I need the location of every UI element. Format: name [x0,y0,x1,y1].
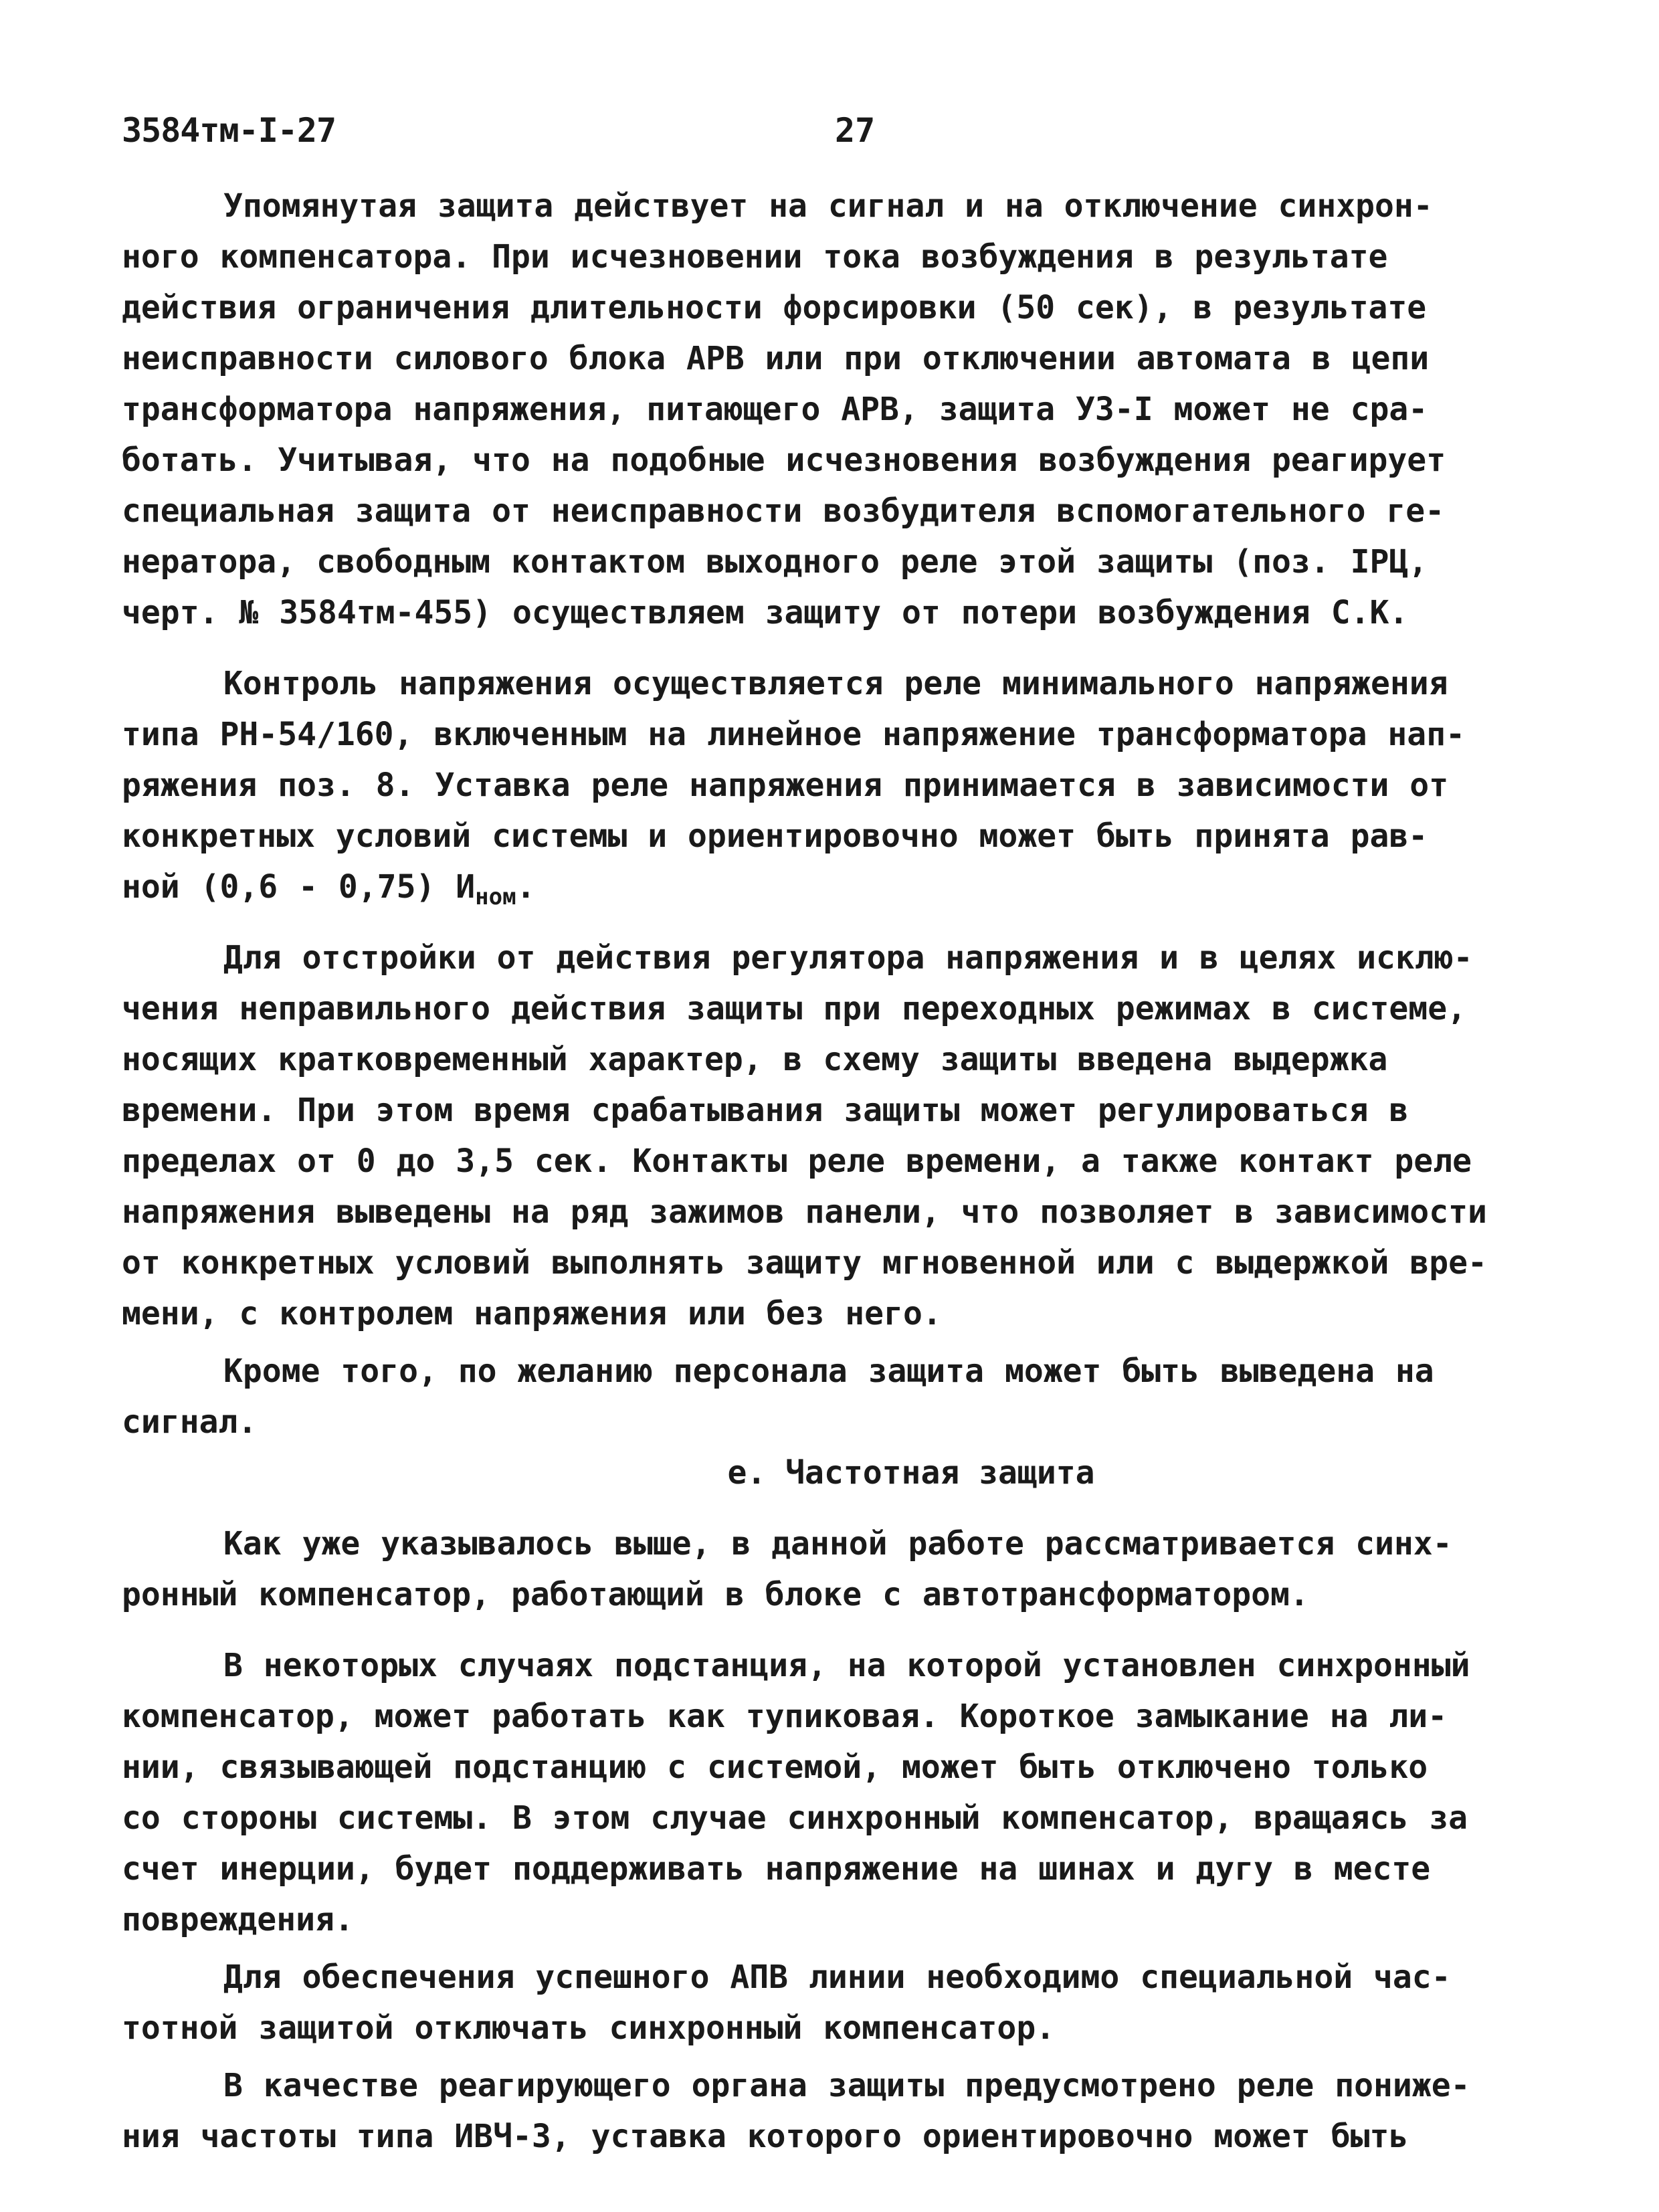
document-code: 3584тм-I-27 [122,111,336,150]
text-line: времени. При этом время срабатывания защиты может регулироваться в [122,1092,1409,1129]
section-heading: е. Частотная защита [727,1454,1095,1492]
text-line: трансформатора напряжения, питающего АРВ, защита УЗ-I может не сра- [122,391,1428,428]
paragraph-7 [122,1952,1580,2053]
text-line: сигнал. [122,1403,258,1441]
formula-suffix: . [516,868,536,906]
paragraph-2 [122,658,1580,912]
text-line: типа РН-54/160, включенным на линейное напряжение трансформатора нап- [122,716,1465,753]
text-line: носящих кратковременный характер, в схему защиты введена выдержка [122,1041,1388,1078]
body-text [122,181,1580,2162]
text-line: пределах от 0 до 3,5 сек. Контакты реле времени, а также контакт реле [122,1142,1472,1180]
text-line: Как уже указывалось выше, в данной работе рассматривается синх- [223,1525,1452,1563]
text-line: Для обеспечения успешного АПВ линии необходимо специальной час- [223,1958,1451,1996]
text-line: ного компенсатора. При исчезновении тока возбуждения в результате [122,238,1388,276]
text-line-formula [122,862,1580,912]
text-line: счет инерции, будет поддерживать напряжение на шинах и дугу в месте [122,1850,1431,1888]
text-line: специальная защита от неисправности возбудителя вспомогательного ге- [122,492,1445,530]
text-line: Для отстройки от действия регулятора напряжения и в целях исклю- [223,939,1473,977]
text-line: ботать. Учитывая, что на подобные исчезновения возбуждения реагирует [122,441,1446,479]
text-line: нератора, свободным контактом выходного реле этой защиты (поз. IРЦ, [122,543,1428,581]
paragraph-1 [122,181,1580,638]
text-line: действия ограничения длительности форсировки (50 сек), в результате [122,289,1427,326]
text-line: ряжения поз. 8. Уставка реле напряжения принимается в зависимости от [122,767,1449,804]
paragraph-5 [122,1518,1580,1620]
text-line: повреждения. [122,1901,354,1938]
paragraph-6 [122,1640,1580,1945]
text-line: напряжения выведены на ряд зажимов панели, что позволяет в зависимости [122,1193,1487,1231]
text-line: тотной защитой отключать синхронный компенсатор. [122,2009,1056,2047]
text-line: ронный компенсатор, работающий в блоке с автотрансформатором. [122,1576,1309,1613]
text-line: черт. № 3584тм-455) осуществляем защиту от потери возбуждения С.К. [122,594,1409,631]
text-line: Контроль напряжения осуществляется реле минимального напряжения [223,665,1448,702]
text-line: конкретных условий системы и ориентировочно может быть принята рав- [122,817,1428,855]
text-line: со стороны системы. В этом случае синхронный компенсатор, вращаясь за [122,1799,1468,1837]
text-line: от конкретных условий выполнять защиту мгновенной или с выдержкой вре- [122,1244,1487,1282]
text-line: Кроме того, по желанию персонала защита может быть выведена на [223,1352,1434,1390]
paragraph-3 [122,932,1580,1339]
text-line: чения неправильного действия защиты при переходных режимах в системе, [122,990,1466,1027]
formula-subscript: ном [475,884,516,910]
text-line: нии, связывающей подстанцию с системой, может быть отключено только [122,1748,1428,1786]
paragraph-4 [122,1346,1580,1447]
page-number: 27 [835,111,876,150]
formula-text: ной (0,6 - 0,75) И [122,868,476,906]
text-line: В некоторых случаях подстанция, на которой установлен синхронный [223,1647,1470,1684]
text-line: компенсатор, может работать как тупиковая. Короткое замыкание на ли- [122,1698,1448,1735]
text-line: ния частоты типа ИВЧ-3, уставка которого ориентировочно может быть [122,2118,1409,2155]
paragraph-8 [122,2060,1580,2162]
text-line: Упомянутая защита действует на сигнал и на отключение синхрон- [223,187,1433,225]
text-line: В качестве реагирующего органа защиты предусмотрено реле пониже- [223,2067,1470,2104]
text-line: неисправности силового блока АРВ или при отключении автомата в цепи [122,340,1430,377]
text-line: мени, с контролем напряжения или без него. [122,1295,942,1332]
